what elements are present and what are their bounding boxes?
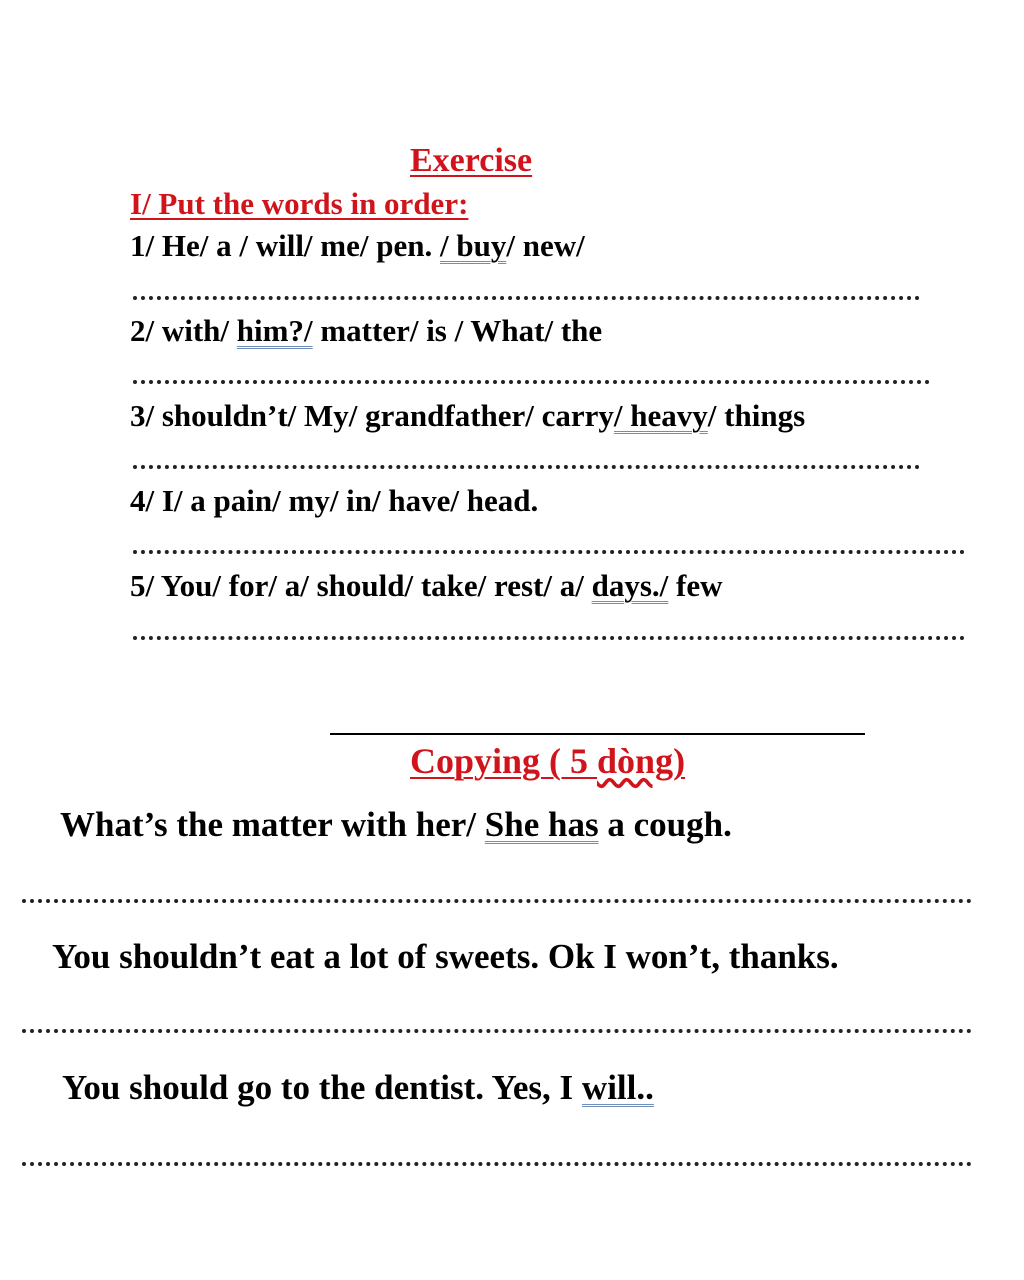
copy-line-2 [52, 937, 839, 977]
item-marked-text: days./ [591, 568, 669, 603]
exercise-item-2 [130, 313, 602, 349]
section-heading: I/ Put the words in order: [130, 186, 469, 221]
answer-line-3[interactable] [133, 465, 920, 469]
section-divider [330, 733, 865, 735]
item-marked-text: / buy [440, 228, 507, 263]
copy-answer-line-2[interactable] [22, 1029, 972, 1033]
item-text: 1/ He/ a / will/ me/ pen. [130, 228, 440, 263]
item-text: / things [707, 398, 806, 433]
answer-line-4[interactable] [133, 550, 965, 554]
answer-line-5[interactable] [133, 636, 965, 640]
copy-line-3 [62, 1068, 654, 1108]
item-marked-text: him?/ [236, 313, 313, 348]
answer-line-1[interactable] [133, 296, 920, 300]
item-text: few [668, 568, 723, 603]
item-text: 5/ You/ for/ a/ should/ take/ rest/ a/ [130, 568, 592, 603]
exercise-item-1 [130, 228, 585, 264]
copy-line-1 [60, 805, 732, 845]
copying-title-end: ) [673, 741, 686, 781]
copying-title-word: dòng [597, 741, 674, 781]
copying-title [410, 740, 685, 782]
exercise-item-4 [130, 483, 538, 519]
copy-text: a cough. [598, 805, 732, 844]
copy-marked-text: will.. [581, 1068, 654, 1107]
answer-line-2[interactable] [133, 380, 930, 384]
item-marked-text: / heavy [613, 398, 708, 433]
item-text: matter/ is / What/ the [312, 313, 603, 348]
copy-answer-line-3[interactable] [22, 1162, 972, 1166]
copying-title-text: Copying ( 5 [410, 741, 598, 781]
item-text: 4/ I/ a pain/ my/ in/ have/ head. [130, 483, 539, 518]
item-text: 3/ shouldn’t/ My/ grandfather/ carry [130, 398, 614, 433]
copy-text: You should go to the dentist. Yes, I [62, 1068, 582, 1107]
exercise-title: Exercise [410, 142, 533, 179]
exercise-item-5 [130, 568, 723, 604]
copy-text: You shouldn’t eat a lot of sweets. Ok I won’t, thanks. [52, 937, 839, 976]
copy-text: What’s the matter with her/ [60, 805, 485, 844]
copy-answer-line-1[interactable] [22, 899, 972, 903]
item-text: / new/ [506, 228, 585, 263]
item-text: 2/ with/ [130, 313, 237, 348]
exercise-item-3 [130, 398, 805, 434]
copy-marked-text: She has [484, 805, 599, 844]
